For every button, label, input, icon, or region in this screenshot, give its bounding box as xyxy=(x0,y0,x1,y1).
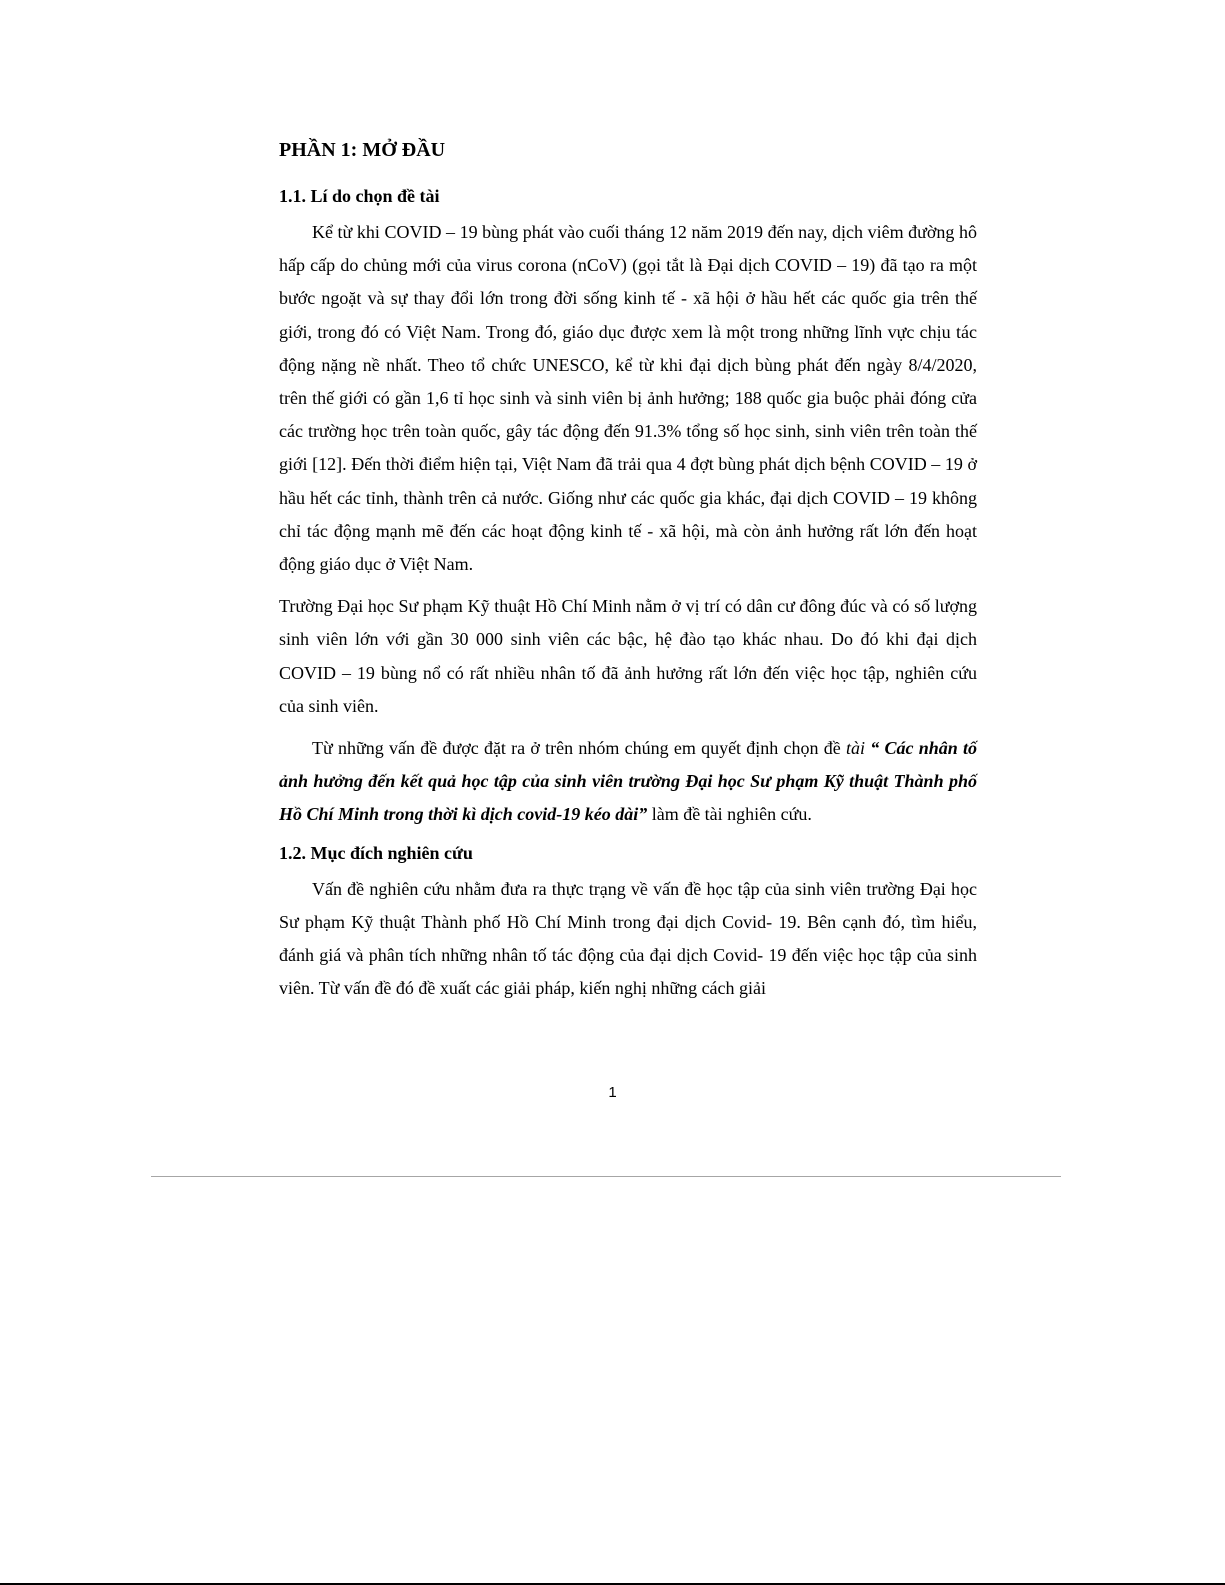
part-title: PHẦN 1: MỞ ĐẦU xyxy=(279,139,446,161)
paragraph-3-lead: Từ những vấn đề được đặt ra ở trên nhóm chúng em quyết định chọn đề xyxy=(312,738,846,759)
page-break-divider xyxy=(151,1176,1061,1177)
paragraph-3-italic-word: tài xyxy=(846,738,866,759)
research-topic-title: “ Các nhân tố ảnh hưởng đến kết quả học tập của sinh viên trường Đại học Sư phạm Kỹ thuật Thành phố Hồ Chí Minh trong thời kì dịch covid-19 kéo dài” xyxy=(279,738,977,825)
section-1-1-paragraph-1: Kể từ khi COVID – 19 bùng phát vào cuối tháng 12 năm 2019 đến nay, dịch viêm đường hô hấp cấp do chủng mới của virus corona (nCoV) (gọi tắt là Đại dịch COVID – 19) đã tạo ra một bước ngoặt và sự thay đổi lớn trong đời sống kinh tế - xã hội ở hầu hết các quốc gia trên thế giới, trong đó có Việt Nam. Trong đó, giáo dục được xem là một trong những lĩnh vực chịu tác động nặng nề nhất. Theo tổ chức UNESCO, kể từ khi đại dịch bùng phát đến ngày 8/4/2020, trên thế giới có gần 1,6 tỉ học sinh và sinh viên bị ảnh hưởng; 188 quốc gia buộc phải đóng cửa các trường học trên toàn quốc, gây tác động đến 91.3% tổng số học sinh, sinh viên trên toàn thế giới [12]. Đến thời điểm hiện tại, Việt Nam đã trải qua 4 đợt bùng phát dịch bệnh COVID – 19 ở hầu hết các tỉnh, thành trên cả nước. Giống như các quốc gia khác, đại dịch COVID – 19 không chỉ tác động mạnh mẽ đến các hoạt động kinh tế - xã hội, mà còn ảnh hưởng rất lớn đến hoạt động giáo dục ở Việt Nam. xyxy=(279,222,977,575)
section-heading-1-1: 1.1. Lí do chọn đề tài xyxy=(279,186,440,206)
section-1-1-paragraph-2: Trường Đại học Sư phạm Kỹ thuật Hồ Chí Minh nằm ở vị trí có dân cư đông đúc và có số lượng sinh viên lớn với gần 30 000 sinh viên các bậc, hệ đào tạo khác nhau. Do đó khi đại dịch COVID – 19 bùng nổ có rất nhiều nhân tố đã ảnh hưởng rất lớn đến việc học tập, nghiên cứu của sinh viên. xyxy=(279,596,977,716)
paragraph-3-tail: làm đề tài nghiên cứu. xyxy=(647,804,812,825)
page-content xyxy=(279,128,977,1014)
section-1-1-paragraph-3 xyxy=(279,732,977,832)
page-number: 1 xyxy=(608,1084,617,1101)
section-1-2-paragraph-1: Vấn đề nghiên cứu nhằm đưa ra thực trạng về vấn đề học tập của sinh viên trường Đại học Sư phạm Kỹ thuật Thành phố Hồ Chí Minh trong đại dịch Covid- 19. Bên cạnh đó, tìm hiểu, đánh giá và phân tích những nhân tố tác động của đại dịch Covid- 19 đến việc học tập của sinh viên. Từ vấn đề đó đề xuất các giải pháp, kiến nghị những cách giải xyxy=(279,878,977,999)
section-heading-1-2: 1.2. Mục đích nghiên cứu xyxy=(279,842,473,863)
